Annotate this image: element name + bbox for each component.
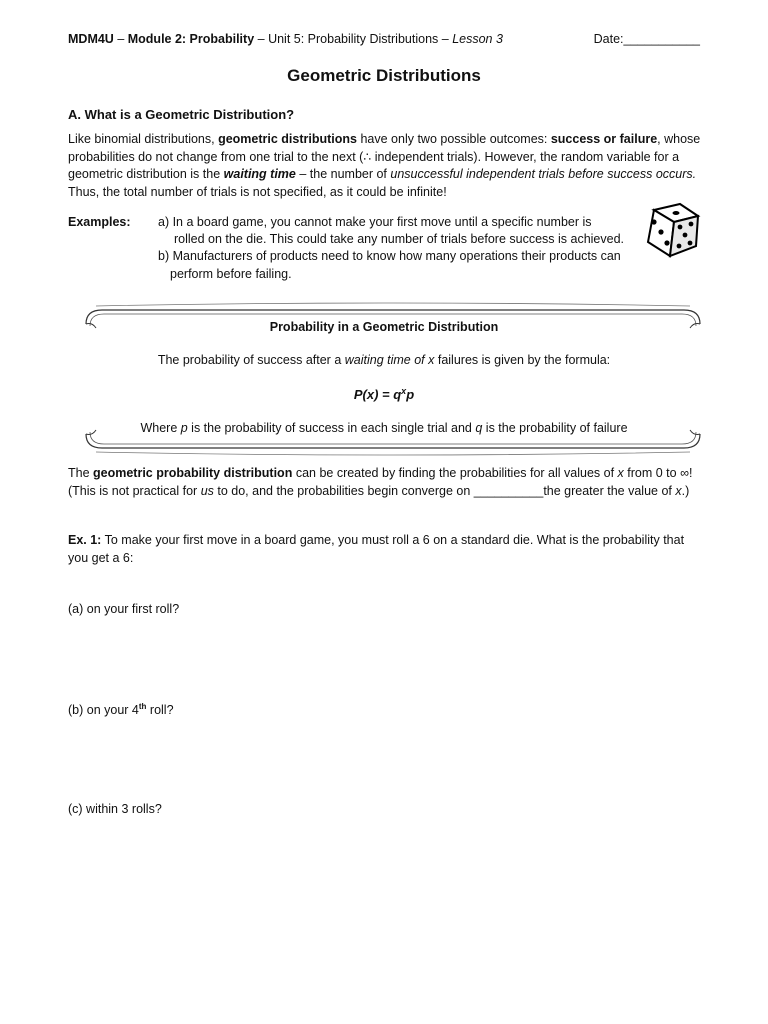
course-code: MDM4U	[68, 32, 114, 46]
example-b-line1: b) Manufacturers of products need to know how many operations their products can	[158, 249, 621, 263]
question-b: (b) on your 4th roll?	[68, 702, 174, 717]
example-b-line2: perform before failing.	[170, 267, 292, 281]
page-header	[68, 32, 700, 48]
example-1-prompt: Ex. 1: To make your first move in a board game, you must roll a 6 on a standard die. What is the probability that you get a 6:	[68, 533, 685, 565]
lesson-name: Lesson 3	[452, 32, 503, 46]
examples-label: Examples:	[68, 215, 131, 229]
geometric-formula: $P(x) = q^xp$	[353, 386, 415, 402]
box-formula-intro: The probability of success after a waiting time of x failures is given by the formula:	[157, 353, 611, 367]
section-a-heading: A. What is a Geometric Distribution?	[68, 107, 295, 122]
module-name: Module 2: Probability	[127, 32, 255, 46]
distribution-paragraph: The geometric probability distribution can be created by finding the probabilities for all values of x from 0 to ∞! (This is not practical for us to do, and the probabilities begin converge on __________the greater the value of x.)	[68, 466, 693, 498]
unit-name: Unit 5: Probability Distributions	[268, 32, 439, 46]
header-course-line: MDM4U – Module 2: Probability – Unit 5: Probability Distributions – Lesson 3	[68, 32, 503, 46]
question-a: (a) on your first roll?	[68, 602, 180, 616]
box-title: Probability in a Geometric Distribution	[269, 320, 499, 334]
example-a-line1: a) In a board game, you cannot make your first move until a specific number is	[158, 215, 592, 229]
question-c: (c) within 3 rolls?	[68, 802, 162, 816]
example-a-line2: rolled on the die. This could take any number of trials before success is achieved.	[174, 232, 625, 246]
page-title: Geometric Distributions	[287, 66, 481, 85]
date-field: Date:___________	[593, 32, 700, 46]
box-formula-legend: Where p is the probability of success in each single trial and q is the probability of failure	[140, 421, 628, 435]
intro-paragraph: Like binomial distributions, geometric distributions have only two possible outcomes: success or failure, whose probabilities do not change from one trial to the next (∴ independent trials). However, the random variable for a geometric distribution is the waiting time – the number of unsuccessful independent trials before success occurs. Thus, the total number of trials is not specified, as it could be infinite!	[68, 132, 701, 199]
dice-icon	[640, 200, 702, 260]
